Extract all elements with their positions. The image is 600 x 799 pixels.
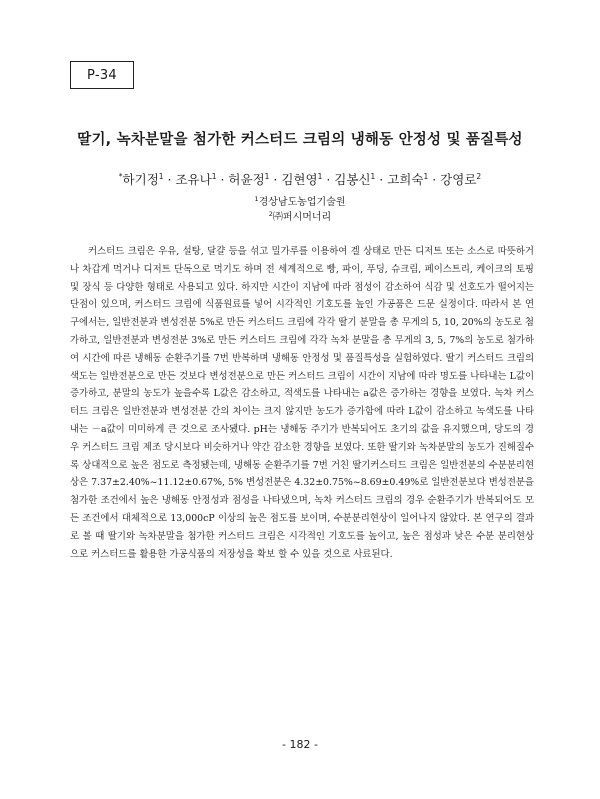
affiliation-1-text: 경상남도농업기술원 [258, 197, 346, 208]
author-separator: · [375, 172, 388, 187]
abstract-body: 커스터드 크림은 우유, 설탕, 달걀 등을 섞고 밀가루를 이용하여 겔 상태로 만든 디저트 또는 소스로 따뜻하거나 차갑게 먹거나 디저트 단독으로 먹기도 하며 전 세계적으로 빵, 파이, 푸딩, 슈크림, 페이스트리, 케이크의 토핑 및 장식 등 다양한 형태로 사용되고 있다. 하지만 시간이 지남에 따라 점성이 감소하여 식감 및 선호도가 떨어지는 단점이 있으며, 커스터드 크림에 식품원료를 넣어 시각적인 기호도를 높인 가공품은 드문 실정이다. 따라서 본 연구에서는, 일반전분과 변성전분 5%로 만든 커스터드 크림에 각각 딸기 분말을 총 무게의 5, 10, 20%의 농도로 첨가하고, 일반전분과 변성전분 3%로 만든 커스터드 크림에 각각 녹차 분말을 총 무게의 3, 5, 7%의 농도로 첨가하여 시간에 따른 냉해동 순환주기를 7번 반복하며 냉해동 안정성 및 품질특성을 실험하였다. 딸기 커스터드 크림의 색도는 일반전분으로 만든 것보다 변성전분으로 만든 커스터드 크림이 시간이 지남에 따라 명도를 나타내는 L값이 증가하고, 분말의 농도가 높을수록 L값은 감소하고, 적색도를 나타내는 a값은 증가하는 경향을 보였다. 녹차 커스터드 크림은 일반전분과 변성전분 간의 차이는 크지 않지만 농도가 증가함에 따라 L값이 감소하고 녹색도를 나타내는 －a값이 미미하게 큰 것으로 조사됐다. pH는 냉해동 주기가 반복되어도 초기의 값을 유지했으며, 당도의 경우 커스터드 크림 제조 당시보다 비슷하거나 약간 감소한 경향을 보였다. 또한 딸기와 녹차분말의 농도가 진해질수록 상대적으로 높은 점도로 측정됐는데, 냉해동 순환주기를 7번 거친 딸기커스터드 크림은 일반전분의 수분분리현상은 7.37±2.40%~11.12±0.67%, 5% 변성전분은 4.32±0.75%~8.69±0.49%로 일반전분보다 변성전분을 첨가한 조건에서 높은 냉해동 안정성과 점성을 나타냈으며, 녹차 커스터드 크림의 경우 순환주기가 반복되어도 모든 조건에서 대체적으로 13,000cP 이상의 높은 점도를 보이며, 수분분리현상이 일어나지 않았다. 본 연구의 결과로 볼 때 딸기와 녹차분말을 첨가한 커스터드 크림은 시각적인 기호도를 높이고, 높은 점성과 낮은 수분 분리현상으로 커스터드를 활용한 가공식품의 저장성을 확보 할 수 있을 것으로 사료된다. [70, 246, 534, 560]
author-affiliation-marker: 1 [158, 172, 164, 181]
author-name: 조유나 [175, 172, 212, 187]
author-separator: · [269, 172, 282, 187]
author-separator: · [428, 172, 441, 187]
author-name: 허윤정 [228, 172, 265, 187]
author [387, 172, 428, 187]
author-affiliation-marker: 2 [476, 172, 482, 181]
author-affiliation-marker: 1 [211, 172, 217, 181]
affiliation-2-marker: 2 [268, 210, 273, 218]
author-name: 고희숙 [387, 172, 424, 187]
author-separator: · [322, 172, 335, 187]
author [175, 172, 216, 187]
author-list [40, 170, 560, 188]
author-affiliation-marker: 1 [317, 172, 323, 181]
affiliation-2 [40, 208, 560, 223]
presentation-code-box: P-34 [70, 61, 134, 89]
author [119, 172, 164, 187]
author [334, 172, 375, 187]
author [228, 172, 269, 187]
corresponding-author-marker: * [118, 172, 123, 181]
author-affiliation-marker: 1 [264, 172, 270, 181]
author-affiliation-marker: 1 [423, 172, 429, 181]
author-name: 하기정 [122, 172, 159, 187]
affiliation-1 [40, 193, 560, 208]
author-separator: · [216, 172, 229, 187]
author-name: 김봉신 [334, 172, 371, 187]
affiliation-2-text: ㈜퍼시머너리 [272, 212, 332, 223]
author-separator: · [163, 172, 176, 187]
author [281, 172, 322, 187]
paper-title: 딸기, 녹차분말을 첨가한 커스터드 크림의 냉해동 안정성 및 품질특성 [77, 132, 523, 148]
author-name: 김현영 [281, 172, 318, 187]
page-number: - 182 - [282, 738, 318, 751]
author [440, 172, 481, 187]
affiliation-1-marker: 1 [254, 195, 259, 203]
author-name: 강영로 [440, 172, 477, 187]
author-affiliation-marker: 1 [370, 172, 376, 181]
